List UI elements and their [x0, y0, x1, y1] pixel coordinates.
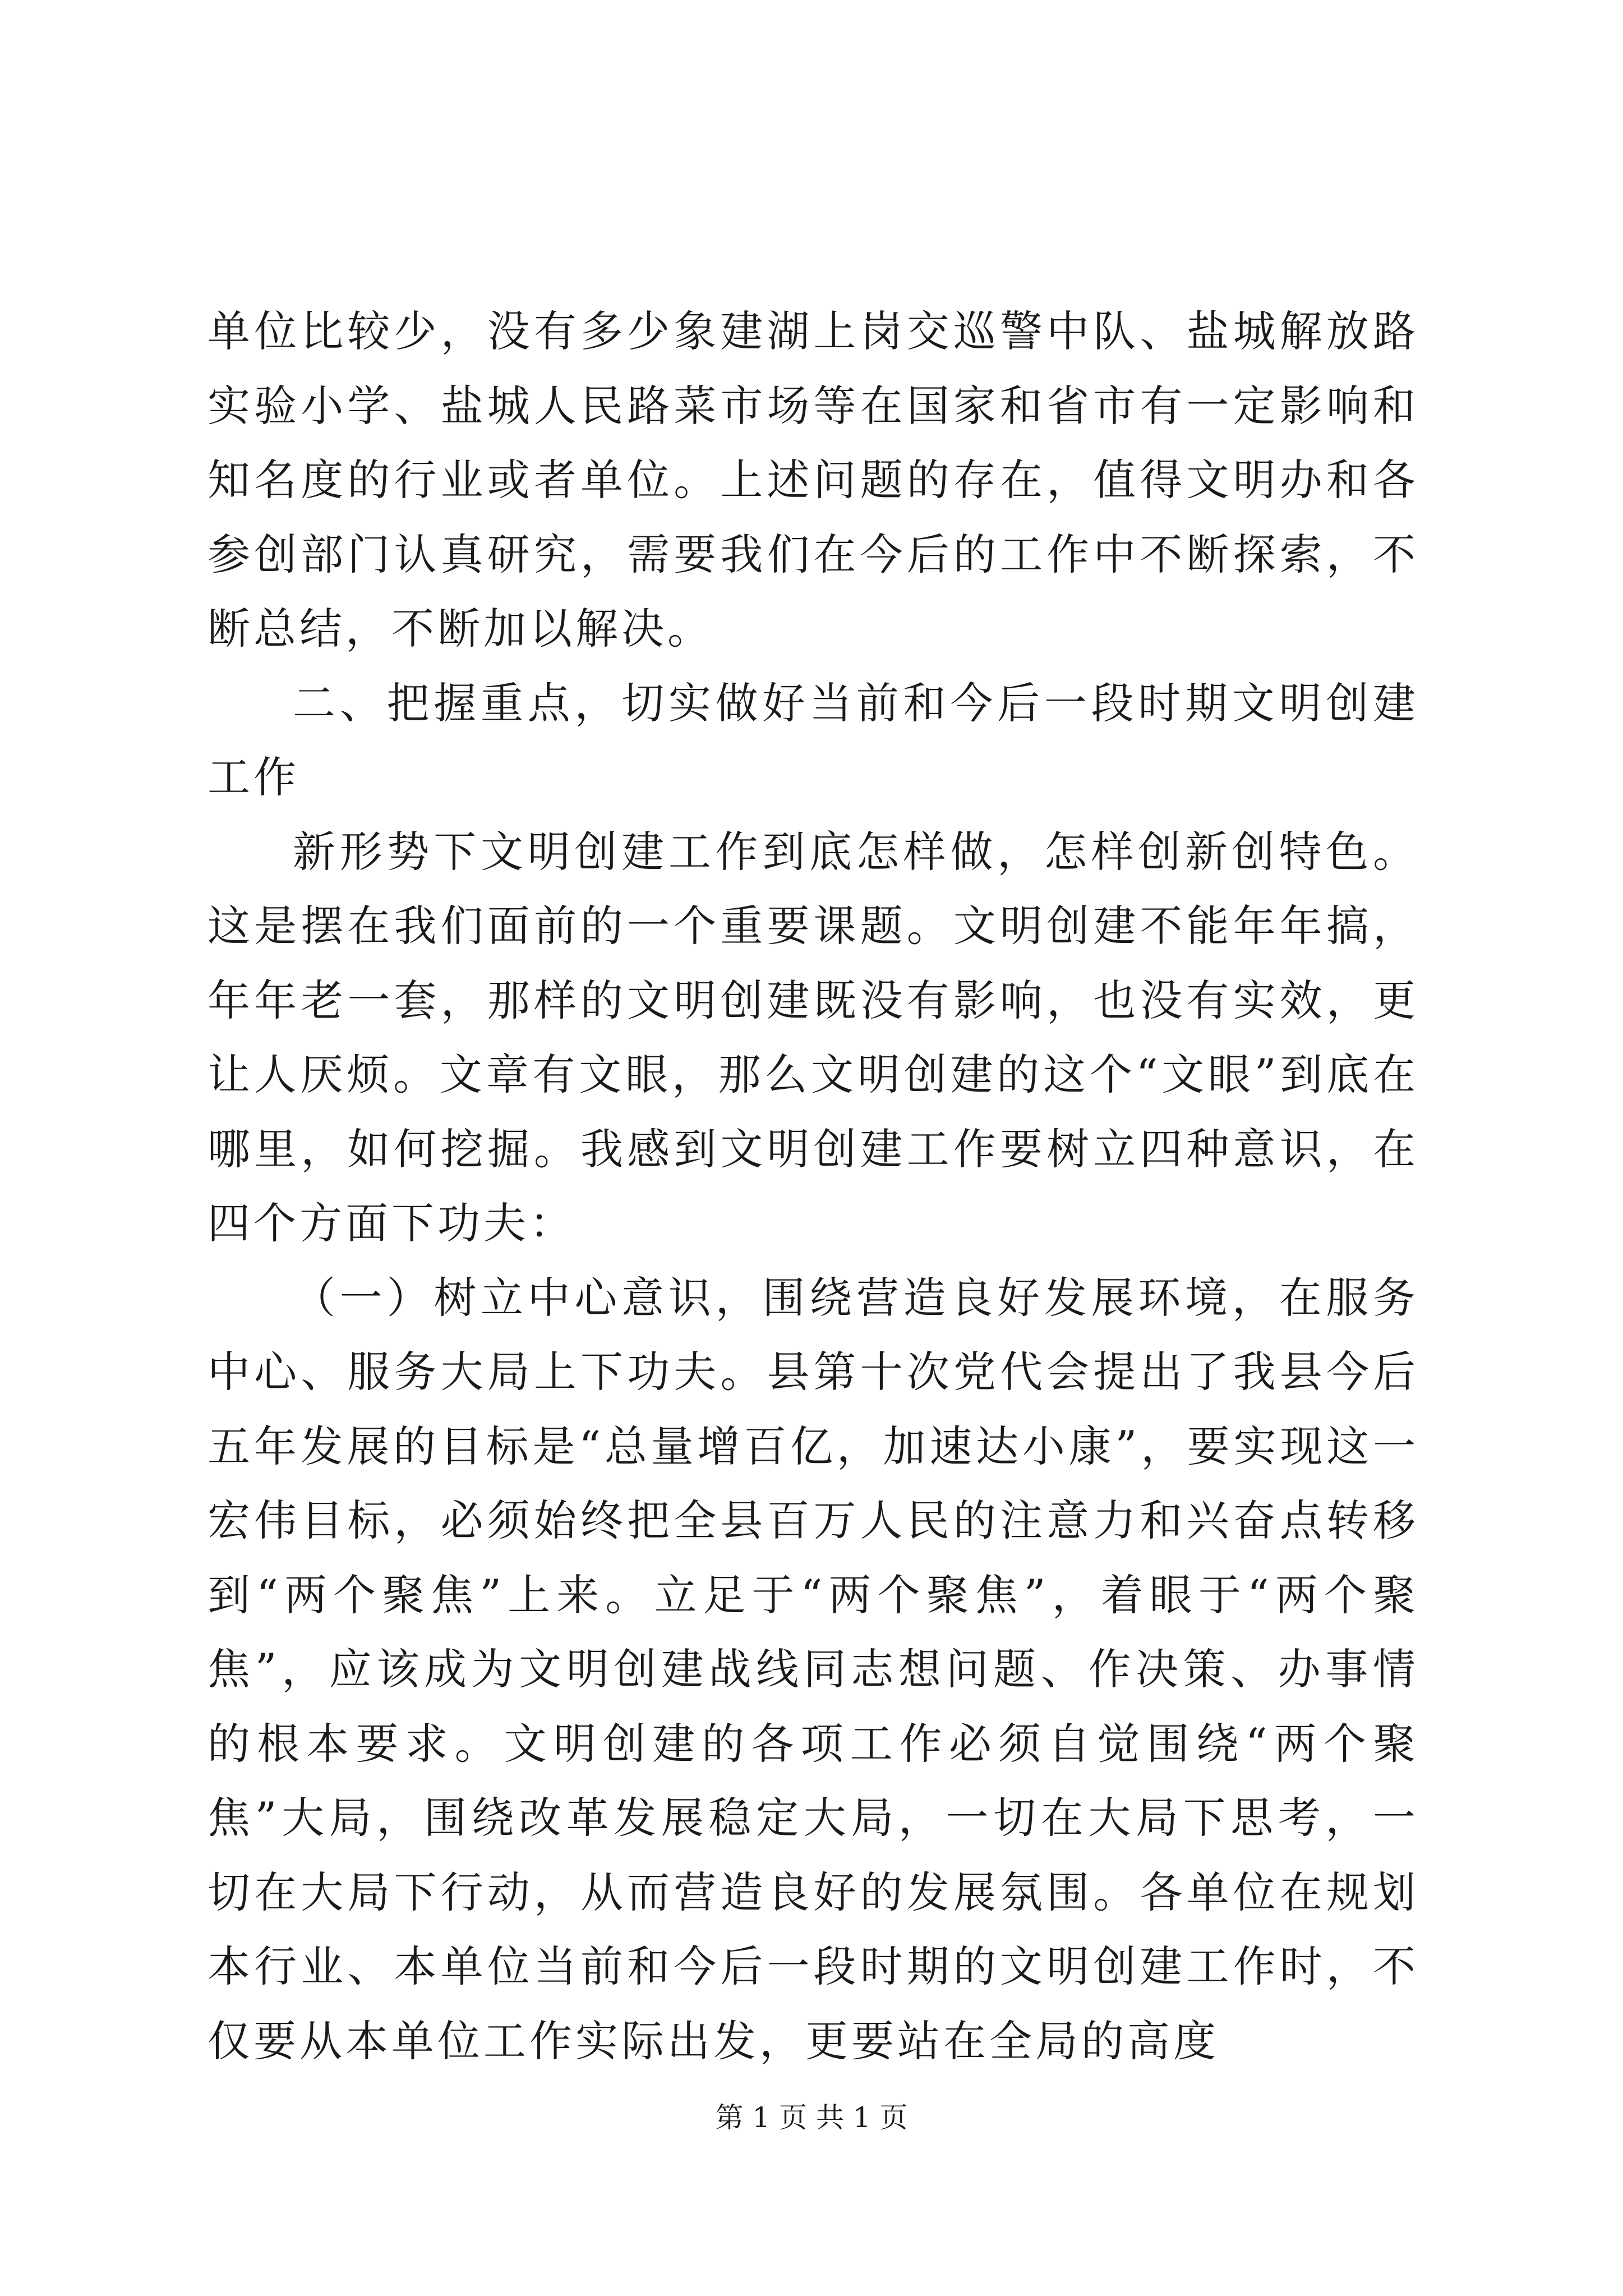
document-body [208, 295, 1419, 2078]
paragraph-intro: 新形势下文明创建工作到底怎样做，怎样创新创特色。这是摆在我们面前的一个重要课题。文明创建不能年年搞，年年老一套，那样的文明创建既没有影响，也没有实效，更让人厌烦。文章有文眼，那么文明创建的这个“文眼”到底在哪里，如何挖掘。我感到文明创建工作要树立四种意识，在四个方面下功夫： [208, 826, 1419, 1248]
paragraph-continuation: 单位比较少，没有多少象建湖上岗交巡警中队、盐城解放路实验小学、盐城人民路菜市场等在国家和省市有一定影响和知名度的行业或者单位。上述问题的存在，值得文明办和各参创部门认真研究，需要我们在今后的工作中不断探索，不断总结，不断加以解决。 [208, 306, 1419, 654]
page-number-footer: 第 1 页 共 1 页 [715, 2101, 908, 2134]
section-heading: 二、把握重点，切实做好当前和今后一段时期文明创建工作 [208, 678, 1419, 802]
paragraph-item-one: （一）树立中心意识，围绕营造良好发展环境，在服务中心、服务大局上下功夫。县第十次党代会提出了我县今后五年发展的目标是“总量增百亿，加速达小康”，要实现这一宏伟目标，必须始终把全县百万人民的注意力和兴奋点转移到“两个聚焦”上来。立足于“两个聚焦”，着眼于“两个聚焦”，应该成为文明创建战线同志想问题、作决策、办事情的根本要求。文明创建的各项工作必须自觉围绕“两个聚焦”大局，围绕改革发展稳定大局，一切在大局下思考，一切在大局下行动，从而营造良好的发展氛围。各单位在规划本行业、本单位当前和今后一段时期的文明创建工作时，不仅要从本单位工作实际出发，更要站在全局的高度 [208, 1272, 1419, 2066]
